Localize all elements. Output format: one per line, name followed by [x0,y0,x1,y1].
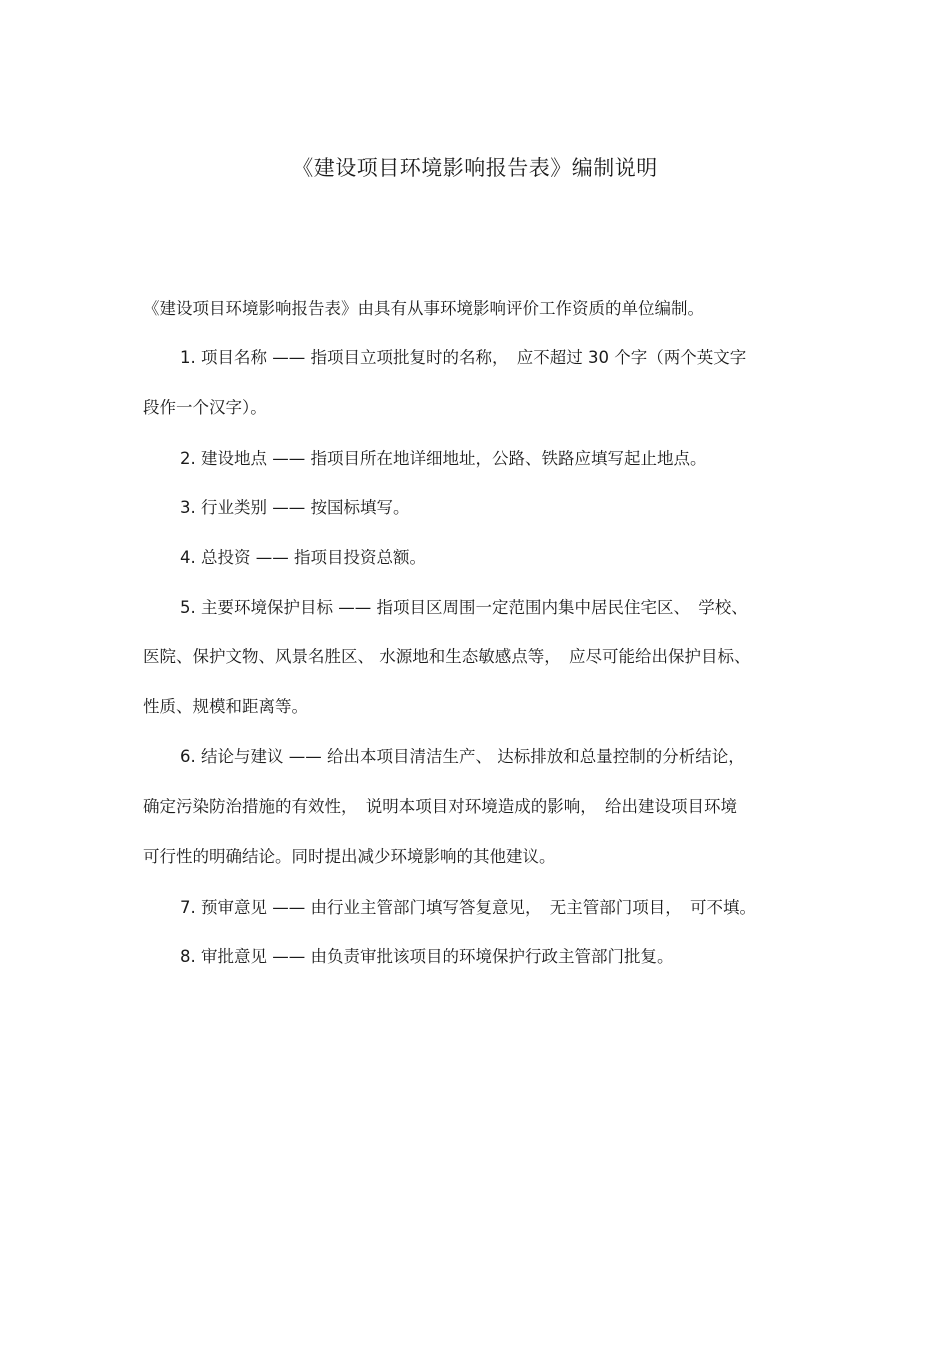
item-6-line-3: 可行性的明确结论。同时提出减少环境影响的其他建议。 [143,847,556,866]
item-1-line-2: 段作一个汉字）。 [143,398,267,417]
item-3-line-1: 3. 行业类别 —— 按国标填写。 [180,498,410,517]
item-4-line-1: 4. 总投资 —— 指项目投资总额。 [180,548,426,567]
document-title: 《建设项目环境影响报告表》编制说明 [292,156,658,180]
item-6-line-2: 确定污染防治措施的有效性， 说明本项目对环境造成的影响， 给出建设项目环境 [143,797,737,816]
item-7-line-1: 7. 预审意见 —— 由行业主管部门填写答复意见， 无主管部门项目， 可不填。 [180,898,756,917]
intro-paragraph: 《建设项目环境影响报告表》由具有从事环境影响评价工作资质的单位编制。 [143,299,704,318]
item-5-line-1: 5. 主要环境保护目标 —— 指项目区周围一定范围内集中居民住宅区、 学校、 [180,598,748,617]
item-5-line-3: 性质、规模和距离等。 [143,697,308,716]
item-6-line-1: 6. 结论与建议 —— 给出本项目清洁生产、 达标排放和总量控制的分析结论， [180,747,745,766]
item-8-line-1: 8. 审批意见 —— 由负责审批该项目的环境保护行政主管部门批复。 [180,947,674,966]
item-1-line-1: 1. 项目名称 —— 指项目立项批复时的名称， 应不超过 30 个字（两个英文字 [180,348,747,367]
item-2-line-1: 2. 建设地点 —— 指项目所在地详细地址，公路、铁路应填写起止地点。 [180,449,707,468]
item-5-line-2: 医院、保护文物、风景名胜区、 水源地和生态敏感点等， 应尽可能给出保护目标、 [143,647,751,666]
